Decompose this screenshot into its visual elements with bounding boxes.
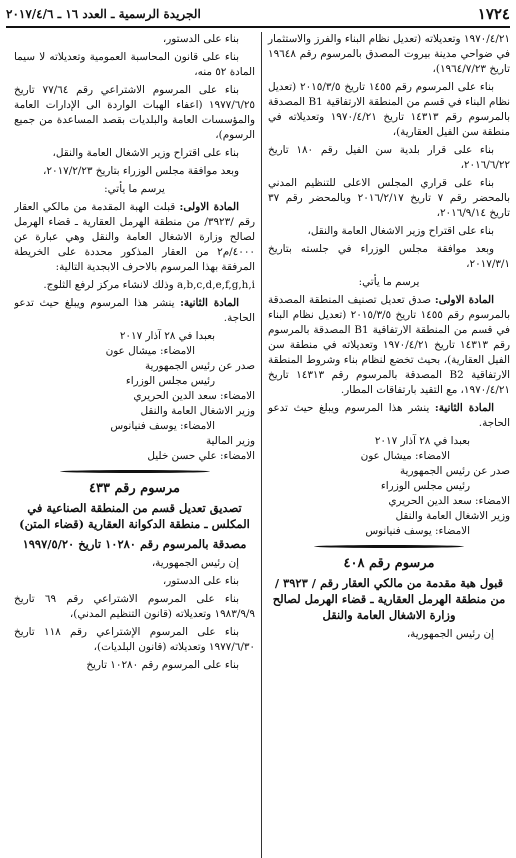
page-header — [6, 4, 510, 28]
paragraph: وبعد موافقة مجلس الوزراء بتاريخ ٢٠١٧/٢/٢٣، — [43, 165, 239, 177]
minister-title: وزير الاشغال العامة والنقل — [140, 405, 255, 417]
article-label: المادة الاولى: — [179, 201, 239, 213]
date-line: بعبدا في ٢٨ آذار ٢٠١٧ — [119, 330, 215, 342]
date-line: بعبدا في ٢٨ آذار ٢٠١٧ — [374, 435, 470, 447]
decree-ratified: مصدقة بالمرسوم رقم ١٠٢٨٠ تاريخ ١٩٩٧/٥/٢٠ — [22, 537, 247, 551]
article-label: المادة الاولى: — [434, 294, 494, 306]
letters-line: a,b,c,d,e,f,g,h,i وذلك لانشاء مركز لرفع الثلوج. — [43, 279, 255, 291]
decree-subtitle: تصديق تعديل قسم من المنطقة الصناعية في المكلس ـ منطقة الدكوانة العقارية (قضاء المتن) — [19, 501, 250, 531]
signature-president: الامضاء: ميشال عون — [360, 450, 450, 462]
paragraph: وبعد موافقة مجلس الوزراء في جلسته بتاريخ ٢٠١٧/٣/١، — [268, 243, 510, 270]
article-2 — [268, 401, 510, 431]
pm-title: رئيس مجلس الوزراء — [380, 480, 470, 492]
signature-president: الامضاء: ميشال عون — [105, 345, 195, 357]
pm-title: رئيس مجلس الوزراء — [125, 375, 215, 387]
signature-pm: الامضاء: سعد الدين الحريري — [133, 390, 255, 402]
paragraph: بناء على قراري المجلس الاعلى للتنظيم المدني بالمحضر رقم ٧ تاريخ ٢٠١٦/٢/١٧ وبالمحضر رقم ٣٧ تاريخ ٢٠١٦/٩/١٤، — [268, 177, 510, 219]
paragraph: بناء على اقتراح وزير الاشغال العامة والنقل، — [307, 225, 494, 237]
page-number: ١٧٢٤ — [477, 5, 510, 23]
paragraph: بناء على المرسوم الاشتراعي رقم ٦٩ تاريخ ١٩٨٣/٩/٩ وتعديلاته (قانون التنظيم المدني)، — [14, 593, 255, 620]
article-1 — [14, 200, 255, 275]
signature-pm: الامضاء: سعد الدين الحريري — [388, 495, 510, 507]
article-label: المادة الثانية: — [434, 402, 494, 414]
paragraph: بناء على الدستور، — [162, 575, 239, 587]
columns — [6, 32, 510, 858]
paragraph: إن رئيس الجمهورية، — [406, 628, 494, 640]
article-text: ينشر هذا المرسوم ويبلغ حيث تدعو الحاجة. — [268, 402, 510, 429]
paragraph: ١٩٧٠/٤/٢١ وتعديلاته (تعديل نظام البناء والفرز والاستثمار في ضواحي مدينة بيروت المصدق بالمرسوم رقم ١٩٦٤٨ تاريخ ١٩٦٤/٧/٢٣)، — [268, 33, 510, 75]
issued-by: صدر عن رئيس الجمهورية — [399, 465, 510, 477]
issue-info: الجريدة الرسمية ـ العدد ١٦ ـ ٢٠١٧/٤/٦ — [6, 7, 201, 21]
article-text: ينشر هذا المرسوم ويبلغ حيث تدعو الحاجة. — [14, 297, 255, 324]
signature-minister: الامضاء: يوسف فنيانوس — [110, 420, 215, 432]
article-2 — [14, 296, 255, 326]
article-text: صدق تعديل تصنيف المنطقة المصدقة بالمرسوم رقم ١٤٥٥ تاريخ ٢٠١٥/٣/٥ (تعديل نظام البناء في قسم من المنطقة الارتفاقية B1 المصدقة بالمرسوم رقم ١٤٣١٣ تاريخ ١٩٧٠/٤/٢١ وتعديلاته في منطقة سن الفيل العقارية)، بحيث تخضع لنظام بناء وشروط المنطقة الارتفاقية B2 المصدقة بالمرسوم رقم ١٤٣١٣ تاريخ ١٩٧٠/٤/٢١، مع التقيد بارتفاقات المطار. — [268, 294, 510, 396]
minister-title: وزير الاشغال العامة والنقل — [395, 510, 510, 522]
section-divider — [14, 466, 255, 476]
article-text: قبلت الهبة المقدمة من مالكي العقار رقم /٣٩٢٣/ من منطقة الهرمل العقارية ـ قضاء الهرمل لصالح وزارة الاشغال العامة والنقل وهي عبارة عن ٤٠٠٠/م٢ من العقار المذكور محددة على الخريطة المرفقة بهذا المرسوم بالاحرف الابجدية التالية: — [14, 201, 255, 273]
finance-title: وزير المالية — [205, 435, 255, 447]
decree-line: يرسم ما يأتي: — [358, 276, 420, 288]
paragraph: بناء على المرسوم رقم ١٤٥٥ تاريخ ٢٠١٥/٣/٥ (تعديل نظام البناء في قسم من المنطقة الارتفاقية B1 المصدقة بالمرسوم رقم ١٤٣١٣ تاريخ ١٩٧٠/٤/٢١ وتعديلاته في منطقة سن الفيل العقارية)، — [268, 81, 510, 138]
signature-minister: الامضاء: يوسف فنيانوس — [365, 525, 470, 537]
issued-by: صدر عن رئيس الجمهورية — [144, 360, 255, 372]
paragraph: بناء على الدستور، — [162, 33, 239, 45]
signature-finance: الامضاء: علي حسن خليل — [147, 450, 255, 462]
paragraph: بناء على قانون المحاسبة العمومية وتعديلاته لا سيما المادة ٥٢ منه، — [14, 51, 255, 78]
decree-subtitle: قبول هبة مقدمة من مالكي العقار رقم / ٣٩٢٣ / من منطقة الهرمل العقارية ـ قضاء الهرمل لصالح وزارة الاشغال العامة والنقل — [272, 576, 506, 622]
right-column — [262, 32, 510, 858]
decree-line: يرسم ما يأتي: — [104, 183, 165, 195]
left-column — [14, 32, 262, 858]
paragraph: بناء على المرسوم الاشتراعي رقم ٧٧/٦٤ تاريخ ١٩٧٧/٦/٢٥ (اعفاء الهبات الواردة الى الإدارات العامة والمؤسسات العامة والبلديات بقصد المساعدة من جميع الرسوم)، — [14, 84, 255, 141]
decree-title: مرسوم رقم ٤٣٣ — [89, 481, 180, 496]
decree-title: مرسوم رقم ٤٠٨ — [343, 556, 435, 571]
section-divider — [268, 541, 510, 551]
paragraph: بناء على قرار بلدية سن الفيل رقم ١٨٠ تاريخ ٢٠١٦/٦/٢٢، — [268, 144, 510, 171]
paragraph: بناء على اقتراح وزير الاشغال العامة والنقل، — [52, 147, 239, 159]
paragraph: إن رئيس الجمهورية، — [151, 557, 239, 569]
paragraph: بناء على المرسوم رقم ١٠٢٨٠ تاريخ — [86, 659, 239, 671]
paragraph: بناء على المرسوم الإشتراعي رقم ١١٨ تاريخ ١٩٧٧/٦/٣٠ وتعديلاته (قانون البلديات)، — [14, 626, 255, 653]
article-label: المادة الثانية: — [180, 297, 240, 309]
article-1 — [268, 293, 510, 398]
